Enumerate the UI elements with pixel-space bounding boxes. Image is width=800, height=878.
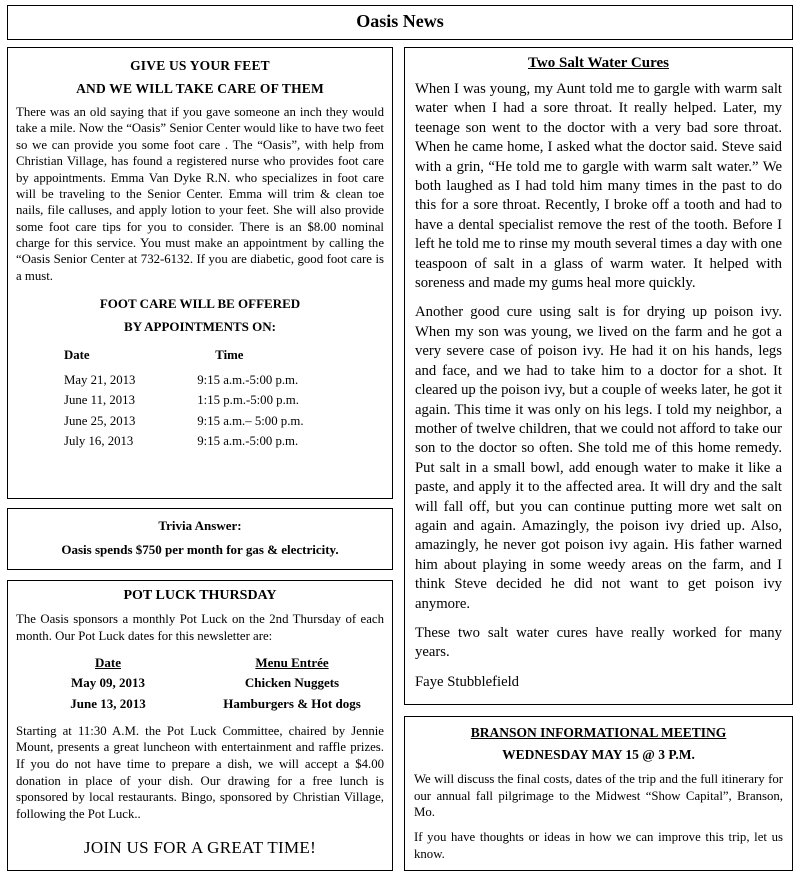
right-column xyxy=(404,47,793,871)
foot-care-schedule-title-line1: FOOT CARE WILL BE OFFERED xyxy=(99,296,301,312)
branson-paragraph-2: If you have thoughts or ideas in how we can improve this trip, let us know. xyxy=(414,829,783,861)
pot-luck-date: June 13, 2013 xyxy=(70,695,146,711)
time-column-header: Time xyxy=(215,348,244,363)
content-columns xyxy=(7,47,793,871)
appointment-time: 9:15 a.m.-5:00 p.m. xyxy=(197,372,299,387)
pot-luck-date: May 09, 2013 xyxy=(70,675,146,691)
foot-care-schedule-title-line2: BY APPOINTMENTS ON: xyxy=(124,319,276,335)
newsletter-title: Oasis News xyxy=(356,11,444,31)
salt-water-paragraph-3: These two salt water cures have really worked for many years. xyxy=(415,624,782,661)
foot-care-section xyxy=(7,47,393,499)
table-row xyxy=(16,673,384,693)
foot-care-schedule-table xyxy=(16,345,384,451)
appointment-time: 1:15 p.m.-5:00 p.m. xyxy=(197,393,299,408)
trivia-answer-section xyxy=(7,508,393,570)
salt-water-title: Two Salt Water Cures xyxy=(528,55,669,71)
pot-luck-menu: Hamburgers & Hot dogs xyxy=(223,695,361,711)
author-signature: Faye Stubblefield xyxy=(415,673,520,690)
appointment-date: May 21, 2013 xyxy=(64,372,136,387)
trivia-answer-text: Oasis spends $750 per month for gas & electricity. xyxy=(61,542,339,557)
pot-luck-closing-text: JOIN US FOR A GREAT TIME! xyxy=(83,838,317,858)
foot-care-title-line1: GIVE US YOUR FEET xyxy=(130,58,270,73)
branson-paragraph-1: We will discuss the final costs, dates of the trip and the full itinerary for our annual fall pilgrimage to the Midwest “Show Capital”, Branson, Mo. xyxy=(414,772,783,820)
table-row xyxy=(16,390,384,410)
pot-luck-menu: Chicken Nuggets xyxy=(244,675,340,691)
appointment-date: June 11, 2013 xyxy=(64,393,135,408)
foot-care-body-text: There was an old saying that if you gave someone an inch they would take a mile. Now the “Oasis” Senior Center would like to have two feet so we can provide you some foot care . The “Oasis”, with help from Christian Village, has found a registered nurse who provides foot care by appointments. Emma Van Dyke R.N. who specializes in foot care will be traveling to the Senior Center. Emma will trim & clean toe nails, file calluses, and apply lotion to your feet. She will also provide some foot care tips for you to consider. There is an $8.00 nominal charge for this service. You must make an appointment by calling the “Oasis Senior Center at 732-6132. If you are diabetic, good foot care is a must. xyxy=(16,105,384,283)
salt-water-paragraph-2: Another good cure using salt is for drying up poison ivy. When my son was young, we lived on the farm and he got a very severe case of poison ivy. He had it on his hands, legs and face, and we had to take him to a doctor for a shot. It cleared up the poison ivy, but a couple of weeks later, he got it again. This time it was only on his legs. I told my neighbor, a mother of twelve children, that we could not afford to take our son to the doctor so often. She told me of this home remedy. Put salt in a small bowl, add enough water to make it like a paste, and apply it to the affected area. It will dry and the salt will fall off, but you can continue putting more wet salt on again and again. Amazingly, the poison ivy dried up. Also, amazingly, he never got poison ivy again. His father warned him about playing in some weedy areas on the farm, and I think Steve decided he did not want to get poison ivy anymore. xyxy=(415,304,782,612)
table-row xyxy=(16,370,384,390)
date-column-header: Date xyxy=(64,348,90,363)
salt-water-paragraph-1: When I was young, my Aunt told me to gargle with warm salt water when I had a sore throat. It really helped. Later, my teenage son went to the doctor with a very bad sore throat. When he came home, I asked what the doctor said. Steve said with a grin, “He told me to gargle with warm salt water.” We both laughed as I had told him many times in the past to do this for a sore throat. Recently, I broke off a tooth and had to have a dental specialist remove the rest of the tooth. Before I left he told me to rinse my mouth several times a day with one teaspoon of salt in a glass of warm water. It helped with soreness and made my gums heal more quickly. xyxy=(415,81,782,292)
salt-water-cures-section xyxy=(404,47,793,705)
appointment-date: June 25, 2013 xyxy=(64,413,136,428)
pot-luck-title: POT LUCK THURSDAY xyxy=(123,588,277,603)
foot-care-title-line2: AND WE WILL TAKE CARE OF THEM xyxy=(76,81,324,96)
newsletter-header xyxy=(7,5,793,40)
date-column-header: Date xyxy=(95,655,121,671)
pot-luck-intro-text: The Oasis sponsors a monthly Pot Luck on the 2nd Thursday of each month. Our Pot Luck dates for this newsletter are: xyxy=(16,612,384,643)
left-column xyxy=(7,47,393,871)
table-row xyxy=(16,431,384,451)
pot-luck-section xyxy=(7,580,393,871)
table-header-row xyxy=(16,345,384,365)
branson-meeting-section xyxy=(404,716,793,871)
table-row xyxy=(16,411,384,431)
branson-meeting-title: BRANSON INFORMATIONAL MEETING xyxy=(470,725,727,740)
trivia-title: Trivia Answer: xyxy=(158,518,242,533)
pot-luck-table xyxy=(16,653,384,713)
menu-column-header: Menu Entrée xyxy=(255,655,329,671)
appointment-time: 9:15 a.m.– 5:00 p.m. xyxy=(197,413,304,428)
branson-meeting-datetime: WEDNESDAY MAY 15 @ 3 P.M. xyxy=(502,747,695,762)
table-header-row xyxy=(16,653,384,673)
appointment-date: July 16, 2013 xyxy=(64,434,134,448)
appointment-time: 9:15 a.m.-5:00 p.m. xyxy=(197,434,299,448)
pot-luck-details-text: Starting at 11:30 A.M. the Pot Luck Committee, chaired by Jennie Mount, presents a great luncheon with entertainment and raffle prizes. If you do not have time to prepare a dish, we will accept a $4.00 donation in place of your dish. Our drawing for a free lunch is sponsored by local restaurants. Bingo, sponsored by Christian Village, following the Pot Luck.. xyxy=(16,723,384,821)
table-row xyxy=(16,694,384,714)
